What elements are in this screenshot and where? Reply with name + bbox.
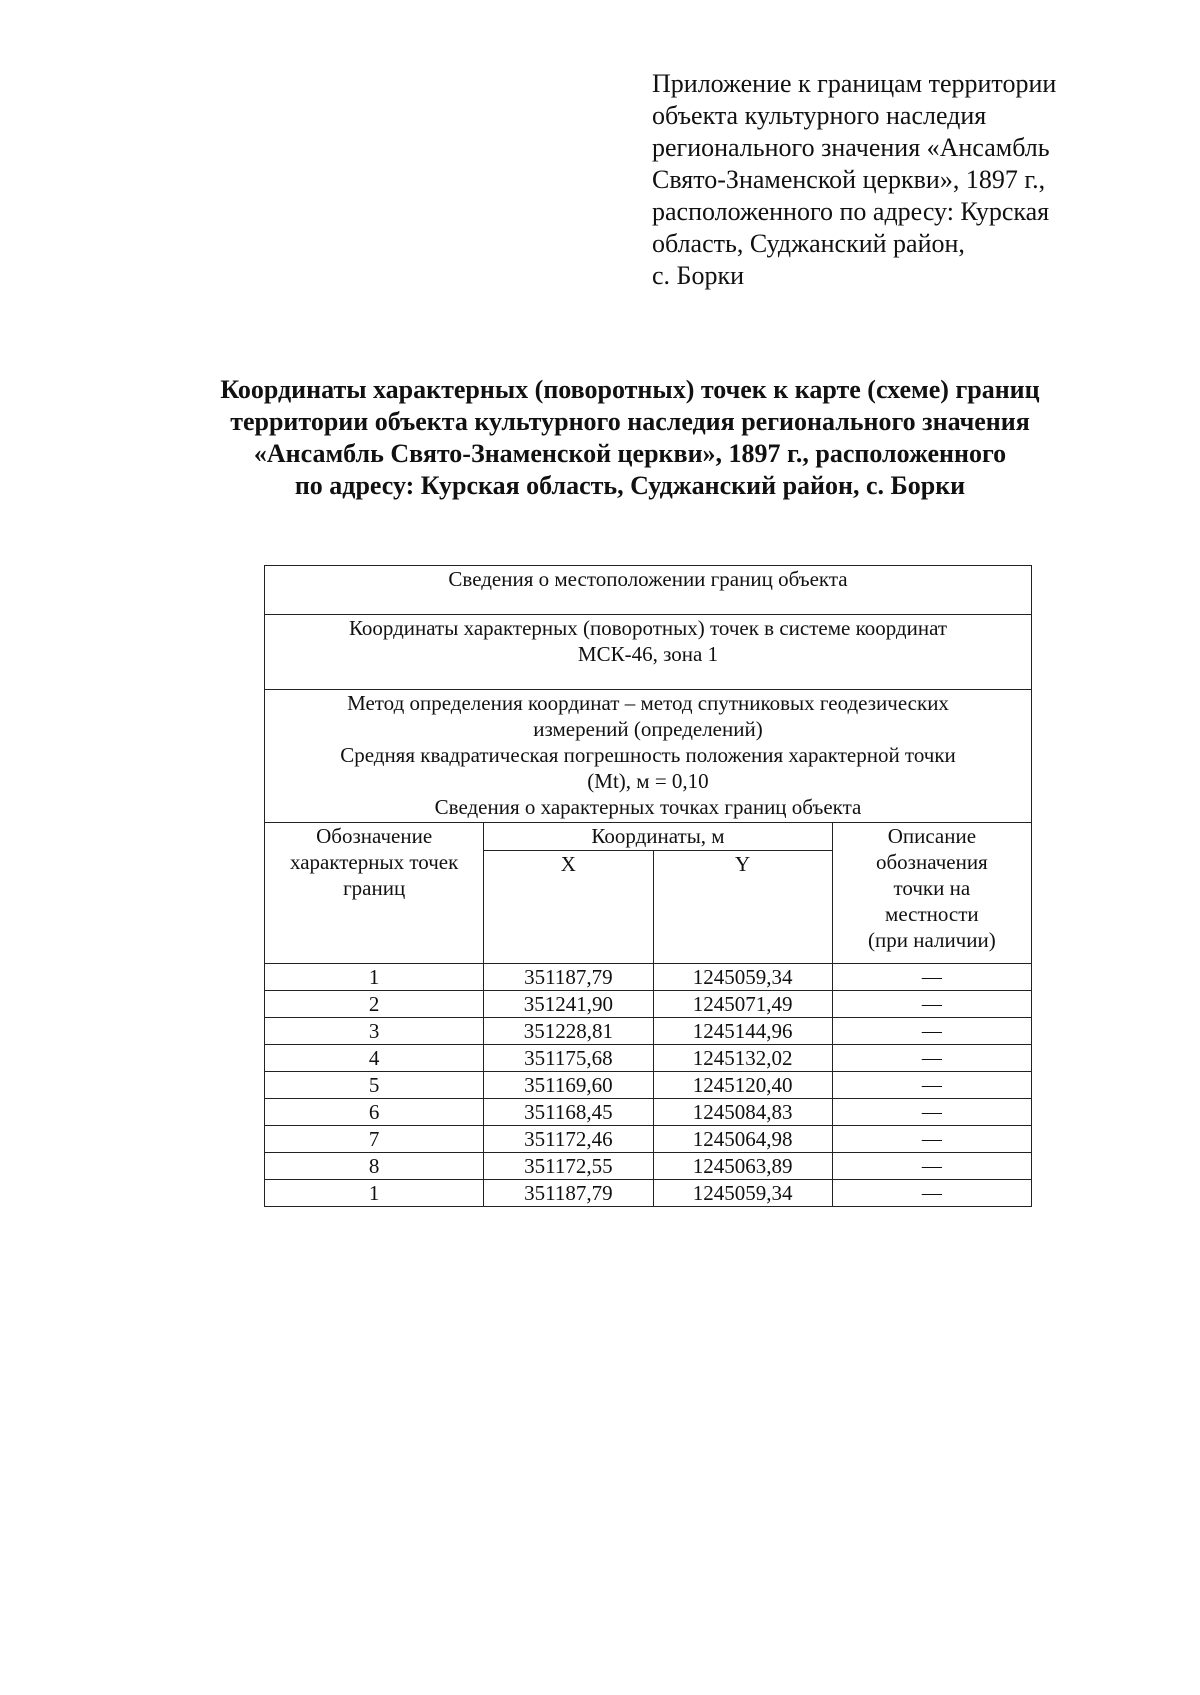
coord-system-row (265, 615, 1032, 690)
method-line: Сведения о характерных точках границ объекта (434, 795, 862, 819)
point-cell: 7 (265, 1126, 484, 1153)
desc-cell: — (832, 991, 1031, 1018)
y-cell: 1245059,34 (653, 1180, 832, 1207)
table-row (265, 1018, 1032, 1045)
x-cell: 351168,45 (484, 1099, 653, 1126)
desc-cell: — (832, 1126, 1031, 1153)
x-cell: 351172,46 (484, 1126, 653, 1153)
method-line: Средняя квадратическая погрешность положения характерной точки (340, 743, 956, 767)
table-section-row (265, 566, 1032, 615)
title-line: по адресу: Курская область, Суджанский район, с. Борки (294, 471, 966, 500)
header-line: (при наличии) (868, 928, 996, 952)
table-row (265, 1099, 1032, 1126)
table-row (265, 1045, 1032, 1072)
annex-note (652, 68, 1100, 292)
method-line: (Mt), м = 0,10 (587, 769, 709, 793)
header-line: характерных точек (289, 850, 459, 874)
description-header (832, 823, 1031, 964)
header-line: обозначения (876, 850, 988, 874)
y-cell: 1245064,98 (653, 1126, 832, 1153)
method-cell (265, 690, 1032, 823)
method-row (265, 690, 1032, 823)
point-cell: 5 (265, 1072, 484, 1099)
annex-line: Приложение к границам территории (652, 69, 1057, 98)
coords-header: Координаты, м (484, 823, 832, 851)
y-cell: 1245144,96 (653, 1018, 832, 1045)
coord-system-line: Координаты характерных (поворотных) точек в системе координат (348, 616, 948, 640)
x-cell: 351175,68 (484, 1045, 653, 1072)
y-cell: 1245063,89 (653, 1153, 832, 1180)
annex-line: Свято-Знаменской церкви», 1897 г., (652, 165, 1046, 194)
column-header-row (265, 823, 1032, 851)
x-cell: 351241,90 (484, 991, 653, 1018)
y-header: Y (653, 850, 832, 963)
title-line: территории объекта культурного наследия регионального значения (230, 407, 1030, 436)
method-line: измерений (определений) (533, 717, 763, 741)
header-line: границ (343, 876, 406, 900)
table-row (265, 1180, 1032, 1207)
point-cell: 2 (265, 991, 484, 1018)
point-cell: 1 (265, 1180, 484, 1207)
desc-cell: — (832, 1099, 1031, 1126)
desc-cell: — (832, 1153, 1031, 1180)
coord-system-line: МСК-46, зона 1 (577, 642, 719, 666)
point-cell: 4 (265, 1045, 484, 1072)
table-row (265, 1126, 1032, 1153)
annex-line: регионального значения «Ансамбль (652, 133, 1050, 162)
section-title: Сведения о местоположении границ объекта (265, 566, 1032, 615)
x-header: X (484, 850, 653, 963)
y-cell: 1245132,02 (653, 1045, 832, 1072)
point-cell: 6 (265, 1099, 484, 1126)
coord-system-cell (265, 615, 1032, 690)
point-label-header (265, 823, 484, 964)
x-cell: 351169,60 (484, 1072, 653, 1099)
y-cell: 1245120,40 (653, 1072, 832, 1099)
table-row (265, 1153, 1032, 1180)
annex-line: объекта культурного наследия (652, 101, 987, 130)
header-line: Обозначение (316, 824, 433, 848)
coordinates-table (264, 565, 1032, 1207)
header-line: точки на (893, 876, 971, 900)
desc-cell: — (832, 1045, 1031, 1072)
annex-line: расположенного по адресу: Курская (652, 197, 1050, 226)
y-cell: 1245084,83 (653, 1099, 832, 1126)
x-cell: 351187,79 (484, 1180, 653, 1207)
point-cell: 8 (265, 1153, 484, 1180)
header-line: местности (885, 902, 979, 926)
y-cell: 1245059,34 (653, 964, 832, 991)
table-row (265, 991, 1032, 1018)
header-line: Описание (887, 824, 977, 848)
title-line: Координаты характерных (поворотных) точек к карте (схеме) границ (220, 375, 1040, 404)
table-row (265, 1072, 1032, 1099)
desc-cell: — (832, 1180, 1031, 1207)
y-cell: 1245071,49 (653, 991, 832, 1018)
title-line: «Ансамбль Свято-Знаменской церкви», 1897 г., расположенного (253, 439, 1007, 468)
point-cell: 1 (265, 964, 484, 991)
method-line: Метод определения координат – метод спутниковых геодезических (347, 691, 949, 715)
x-cell: 351172,55 (484, 1153, 653, 1180)
x-cell: 351187,79 (484, 964, 653, 991)
point-cell: 3 (265, 1018, 484, 1045)
document-title (150, 374, 1110, 502)
desc-cell: — (832, 964, 1031, 991)
desc-cell: — (832, 1072, 1031, 1099)
desc-cell: — (832, 1018, 1031, 1045)
annex-line: с. Борки (652, 261, 745, 290)
annex-line: область, Суджанский район, (652, 229, 965, 258)
x-cell: 351228,81 (484, 1018, 653, 1045)
table-row (265, 964, 1032, 991)
